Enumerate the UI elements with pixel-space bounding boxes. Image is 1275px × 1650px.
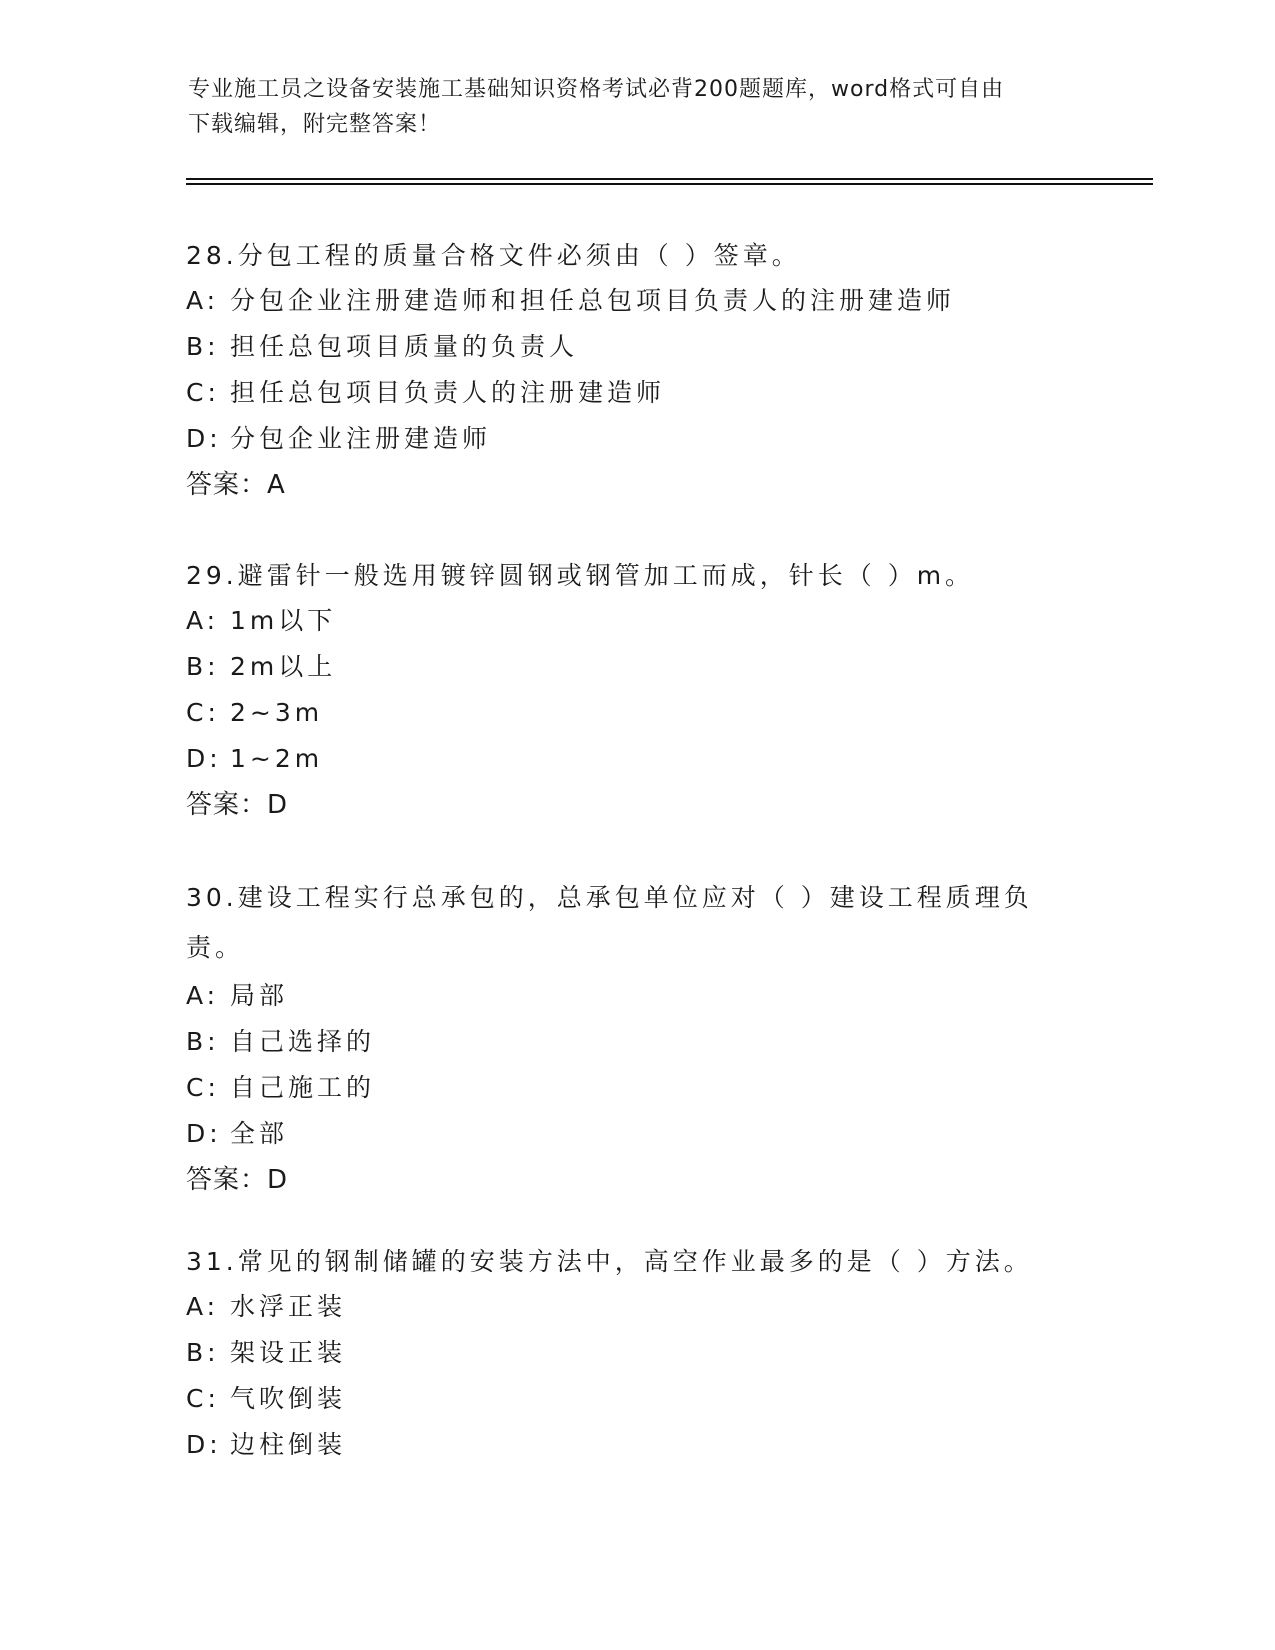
question-30 <box>186 873 1086 1203</box>
option-a <box>186 598 1086 644</box>
option-text: 水浮正装 <box>230 1292 347 1321</box>
option-text: 局部 <box>230 981 289 1010</box>
option-key: C: <box>186 1384 220 1413</box>
header-line-1: 专业施工员之设备安装施工基础知识资格考试必背200题题库，word格式可自由 <box>188 77 1005 102</box>
header-rule-top <box>186 178 1153 180</box>
option-key: A: <box>186 981 220 1010</box>
question-stem: 28.分包工程的质量合格文件必须由（ ）签章。 <box>186 241 801 270</box>
answer: 答案：A <box>186 470 286 500</box>
option-a <box>186 973 1086 1019</box>
question-stem: 30.建设工程实行总承包的，总承包单位应对（ ）建设工程质理负责。 <box>186 883 1033 962</box>
question-stem: 29.避雷针一般选用镀锌圆钢或钢管加工而成，针长（ ）m。 <box>186 561 975 590</box>
option-d <box>186 736 1086 782</box>
option-key: C: <box>186 1073 220 1102</box>
option-text: 自己施工的 <box>230 1073 376 1102</box>
option-key: A: <box>186 286 220 315</box>
option-c <box>186 1065 1086 1111</box>
option-text: 2m以上 <box>230 652 337 681</box>
option-d <box>186 1422 1086 1468</box>
option-key: D: <box>186 424 222 453</box>
option-key: B: <box>186 332 220 361</box>
option-a <box>186 1284 1086 1330</box>
option-b <box>186 644 1086 690</box>
option-text: 1m以下 <box>230 606 337 635</box>
option-text: 2~3m <box>230 698 324 727</box>
option-text: 担任总包项目负责人的注册建造师 <box>230 378 666 407</box>
option-text: 全部 <box>230 1119 289 1148</box>
option-text: 担任总包项目质量的负责人 <box>230 332 579 361</box>
option-a <box>186 278 1086 324</box>
option-text: 架设正装 <box>230 1338 347 1367</box>
option-key: A: <box>186 1292 220 1321</box>
option-key: D: <box>186 1119 222 1148</box>
option-c <box>186 1376 1086 1422</box>
question-28 <box>186 234 1086 508</box>
option-c <box>186 690 1086 736</box>
option-key: D: <box>186 1430 222 1459</box>
option-key: C: <box>186 378 220 407</box>
option-d <box>186 416 1086 462</box>
answer: 答案：D <box>186 1165 289 1195</box>
document-header <box>188 72 1088 142</box>
option-b <box>186 1330 1086 1376</box>
option-text: 分包企业注册建造师和担任总包项目负责人的注册建造师 <box>230 286 956 315</box>
option-b <box>186 1019 1086 1065</box>
option-key: B: <box>186 1338 220 1367</box>
option-key: B: <box>186 652 220 681</box>
option-key: A: <box>186 606 220 635</box>
header-line-2: 下载编辑，附完整答案！ <box>188 112 442 137</box>
question-31 <box>186 1240 1086 1468</box>
option-text: 分包企业注册建造师 <box>230 424 492 453</box>
option-text: 气吹倒装 <box>230 1384 347 1413</box>
option-c <box>186 370 1086 416</box>
question-29 <box>186 554 1086 828</box>
header-rule-bottom <box>186 183 1153 185</box>
answer: 答案：D <box>186 790 289 820</box>
option-key: B: <box>186 1027 220 1056</box>
option-text: 1~2m <box>230 744 324 773</box>
option-d <box>186 1111 1086 1157</box>
question-stem: 31.常见的钢制储罐的安装方法中，高空作业最多的是（ ）方法。 <box>186 1247 1033 1276</box>
option-b <box>186 324 1086 370</box>
option-text: 边柱倒装 <box>230 1430 347 1459</box>
option-key: C: <box>186 698 220 727</box>
option-text: 自己选择的 <box>230 1027 376 1056</box>
option-key: D: <box>186 744 222 773</box>
